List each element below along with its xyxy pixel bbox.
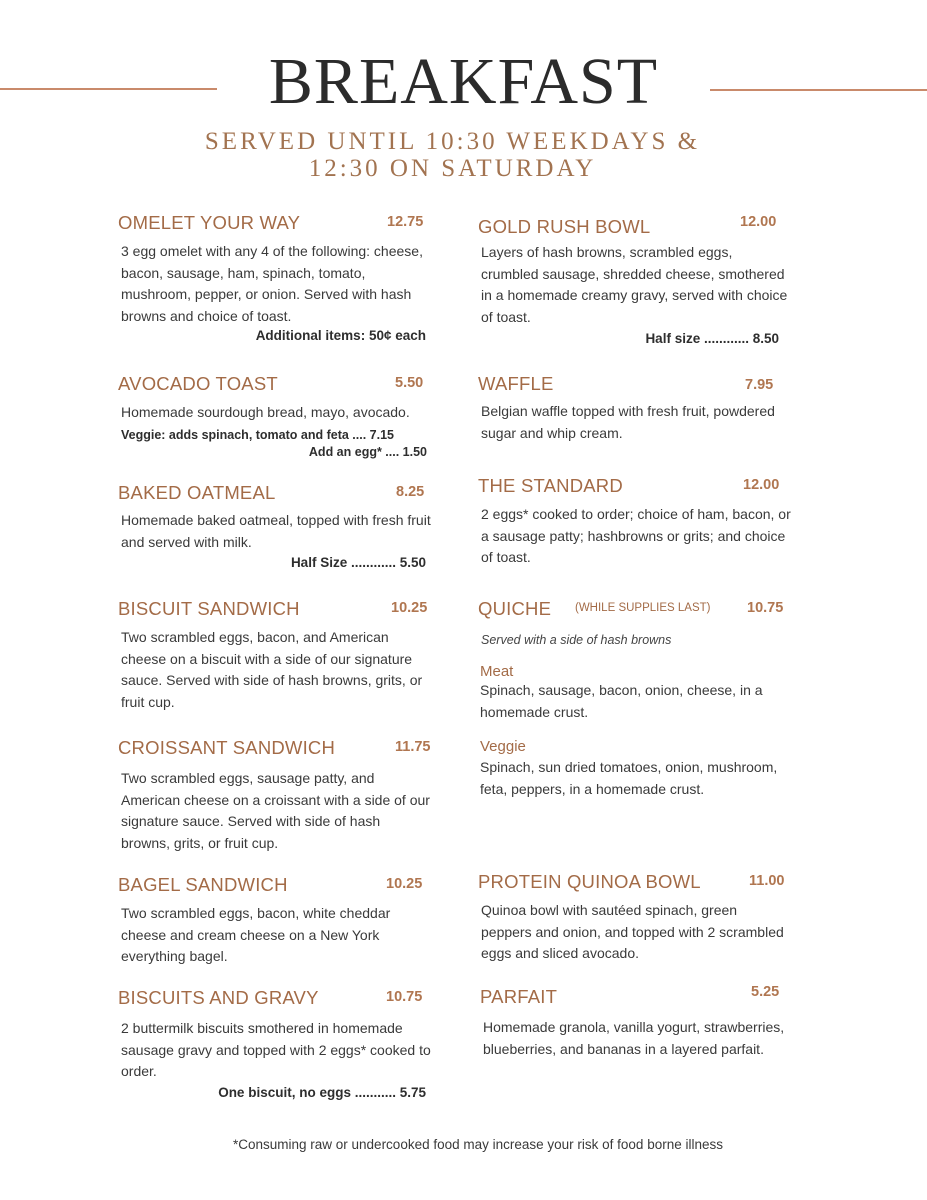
item-price: 10.25 xyxy=(391,600,428,616)
item-description: 2 buttermilk biscuits smothered in homemade sausage gravy and topped with 2 eggs* cooked to order. xyxy=(121,1020,431,1079)
item-name: GOLD RUSH BOWL xyxy=(478,216,651,237)
item-price: 8.25 xyxy=(396,484,425,500)
item-price: 12.75 xyxy=(387,214,424,230)
item-extra: Add an egg* .... 1.50 xyxy=(308,445,427,459)
quiche-variant-label: Meat xyxy=(480,663,514,680)
item-description: Two scrambled eggs, bacon, and American cheese on a biscuit with a side of our signature sauce. Served with side of hash browns, grits, or fruit cup. xyxy=(121,629,423,710)
item-name: OMELET YOUR WAY xyxy=(118,212,301,233)
item-description: Homemade granola, vanilla yogurt, strawberries, blueberries, and bananas in a layered parfait. xyxy=(483,1019,785,1057)
menu-title: BREAKFAST xyxy=(268,45,659,118)
item-price: 10.75 xyxy=(747,600,784,616)
item-description: Two scrambled eggs, sausage patty, and American cheese on a croissant with a side of our signature sauce. Served with side of hash browns, grits, or fruit cup. xyxy=(121,770,430,851)
item-name: BAGEL SANDWICH xyxy=(118,874,288,895)
item-description: 2 eggs* cooked to order; choice of ham, bacon, or a sausage patty; hashbrowns or grits; and choice of toast. xyxy=(481,506,791,565)
item-price: 5.25 xyxy=(751,984,780,1000)
item-name: QUICHE xyxy=(478,598,552,619)
item-name: AVOCADO TOAST xyxy=(118,373,278,394)
item-availability-note: (WHILE SUPPLIES LAST) xyxy=(575,602,711,614)
item-description: Two scrambled eggs, bacon, white cheddar cheese and cream cheese on a New York everything bagel. xyxy=(121,905,391,964)
item-extra: Additional items: 50¢ each xyxy=(255,328,426,343)
item-price: 12.00 xyxy=(740,214,777,230)
item-price: 10.25 xyxy=(386,876,423,892)
item-name: BAKED OATMEAL xyxy=(118,482,276,503)
item-name: BISCUITS AND GRAVY xyxy=(118,987,319,1008)
item-description: Layers of hash browns, scrambled eggs, crumbled sausage, shredded cheese, smothered in a homemade creamy gravy, served with choice of toast. xyxy=(481,244,788,325)
item-description: Homemade baked oatmeal, topped with fresh fruit and served with milk. xyxy=(121,512,431,550)
item-name: THE STANDARD xyxy=(478,475,623,496)
item-description: Quinoa bowl with sautéed spinach, green peppers and onion, and topped with 2 scrambled eggs and sliced avocado. xyxy=(481,902,784,961)
quiche-variant-description: Spinach, sausage, bacon, onion, cheese, in a homemade crust. xyxy=(480,682,763,720)
item-extra: One biscuit, no eggs ........... 5.75 xyxy=(218,1085,426,1100)
item-name: CROISSANT SANDWICH xyxy=(118,737,336,758)
item-description: Homemade sourdough bread, mayo, avocado. xyxy=(121,404,410,420)
food-safety-footnote: *Consuming raw or undercooked food may increase your risk of food borne illness xyxy=(232,1137,723,1152)
subtitle-line-2: 12:30 ON SATURDAY xyxy=(308,155,597,182)
item-price: 10.75 xyxy=(386,989,423,1005)
item-extra: Veggie: adds spinach, tomato and feta .... 7.15 xyxy=(121,428,394,442)
item-served-note: Served with a side of hash browns xyxy=(481,633,672,647)
item-extra: Half size ............ 8.50 xyxy=(645,331,779,346)
subtitle-line-1: SERVED UNTIL 10:30 WEEKDAYS & xyxy=(204,128,701,155)
menu-subtitle xyxy=(0,128,905,182)
item-price: 12.00 xyxy=(743,477,780,493)
item-description: 3 egg omelet with any 4 of the following: cheese, bacon, sausage, ham, spinach, tomato, mushroom, pepper, or onion. Served with hash browns and choice of toast. xyxy=(121,243,423,324)
item-name: PROTEIN QUINOA BOWL xyxy=(478,871,701,892)
item-price: 5.50 xyxy=(395,375,424,391)
item-description: Belgian waffle topped with fresh fruit, powdered sugar and whip cream. xyxy=(481,403,775,441)
item-name: BISCUIT SANDWICH xyxy=(118,598,300,619)
item-price: 11.75 xyxy=(395,739,431,755)
item-price: 11.00 xyxy=(749,873,785,889)
item-extra: Half Size ............ 5.50 xyxy=(290,555,426,570)
quiche-variant-label: Veggie xyxy=(480,738,526,755)
item-name: WAFFLE xyxy=(478,373,554,394)
item-price: 7.95 xyxy=(745,377,774,393)
item-name: PARFAIT xyxy=(480,986,558,1007)
quiche-variant-description: Spinach, sun dried tomatoes, onion, mushroom, feta, peppers, in a homemade crust. xyxy=(480,759,778,797)
